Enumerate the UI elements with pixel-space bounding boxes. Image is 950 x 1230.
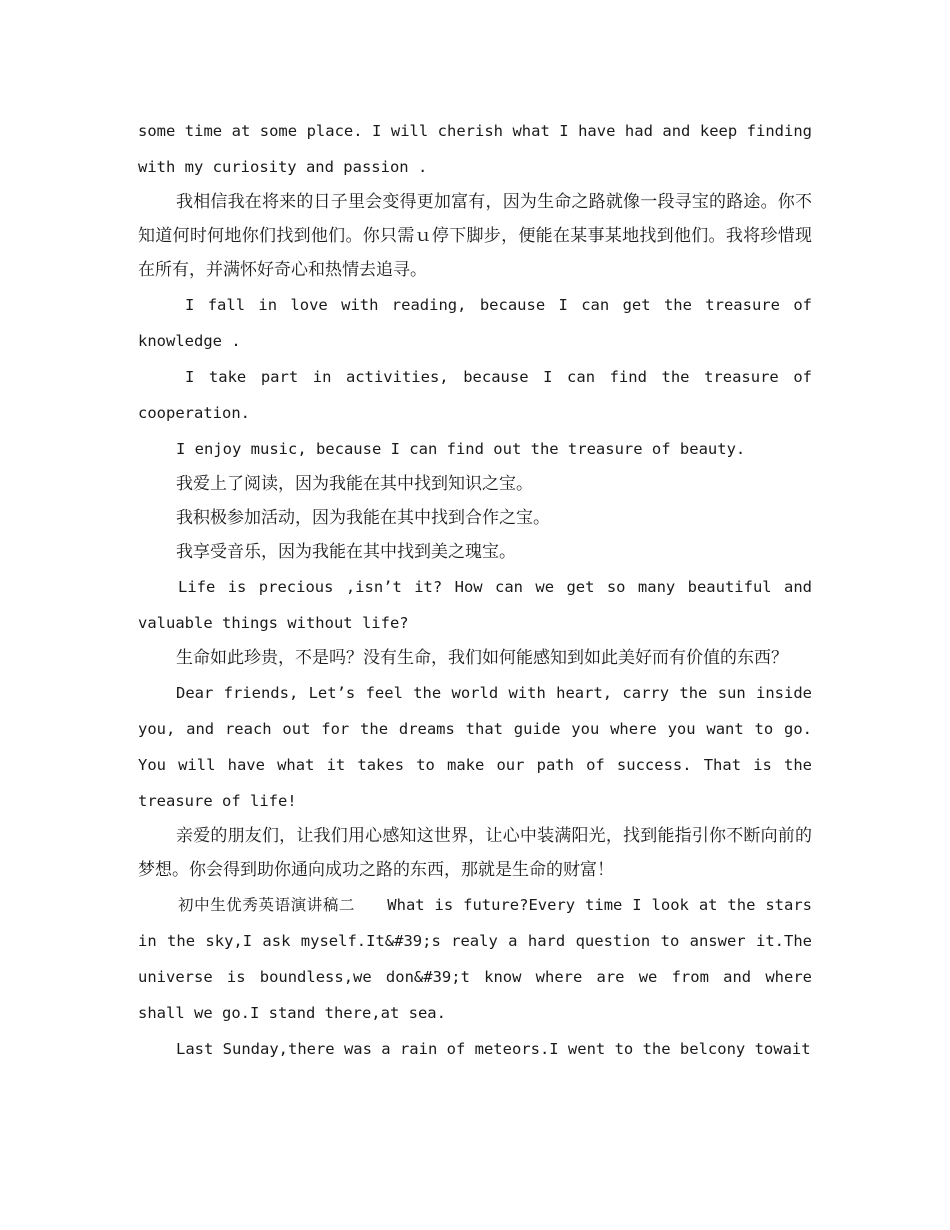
paragraph-chinese-music: 我享受音乐，因为我能在其中找到美之瑰宝。 [176,542,516,562]
paragraph-chinese-activities: 我积极参加活动，因为我能在其中找到合作之宝。 [176,508,550,528]
paragraph-chinese-treasure-hunt: 我相信我在将来的日子里会变得更加富有，因为生命之路就像一段寻宝的路途。你不知道何时何地你们找到他们。你只需ｕ停下脚步，便能在某事某地找到他们。我将珍惜现在所有，并满怀好奇心和热情去追寻。 [138,192,812,280]
paragraph-dear-friends: Dear friends, Let’s feel the world with heart, carry the sun inside you, and reach out for the dreams that guide you where you want to go. You will have what it takes to make our path of success. That is the treasure of life! [138,684,812,810]
document-body [138,113,812,1067]
paragraph-activities: I take part in activities, because I can find the treasure of cooperation. [138,368,812,422]
paragraph-chinese-dear-friends: 亲爱的朋友们，让我们用心感知这世界，让心中装满阳光，找到能指引你不断向前的梦想。你会得到助你通向成功之路的东西，那就是生命的财富！ [138,826,812,880]
paragraph-life-precious: Life is precious ,isn’t it? How can we get so many beautiful and valuable things without life? [138,578,812,632]
paragraph-chinese-reading: 我爱上了阅读，因为我能在其中找到知识之宝。 [176,474,533,494]
paragraph-music: I enjoy music, because I can find out the treasure of beauty. [176,440,746,458]
paragraph-english-closing: some time at some place. I will cherish what I have had and keep finding with my curiosity and passion . [138,122,812,176]
paragraph-speech-two: 初中生优秀英语演讲稿二 What is future?Every time I look at the stars in the sky,I ask myself.It&#39;s realy a hard question to answer it.The universe is boundless,we don&#39;t know where are we from and where shall we go.I stand there,at sea. [138,896,812,1022]
paragraph-chinese-life-precious: 生命如此珍贵，不是吗？没有生命，我们如何能感知到如此美好而有价值的东西？ [176,648,788,668]
paragraph-reading: I fall in love with reading, because I can get the treasure of knowledge . [138,296,812,350]
paragraph-meteors: Last Sunday,there was a rain of meteors.I went to the belcony towait [176,1040,811,1058]
